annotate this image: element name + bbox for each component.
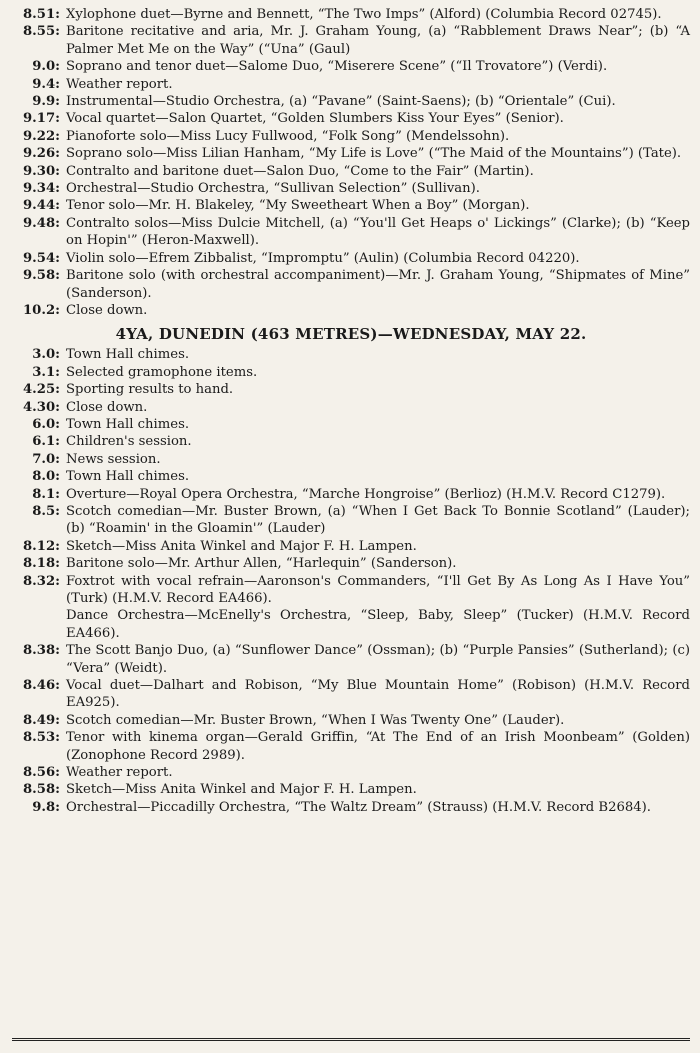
bottom-rule (12, 1038, 690, 1041)
entry-time: 9.44: (23, 198, 60, 214)
entry-time: 9.48: (23, 215, 60, 231)
entry-text: Sporting results to hand. (66, 382, 234, 398)
entry-time: 8.18: (23, 556, 60, 572)
entry-text: Dance Orchestra—McEnelly's Orchestra, “Sleep, Baby, Sleep” (Tucker) (H.M.V. Record EA466). (66, 608, 690, 641)
entry-text: Baritone solo—Mr. Arthur Allen, “Harlequin” (Sanderson). (66, 556, 457, 572)
entry-time: 8.58: (23, 782, 60, 798)
entry-time: 9.17: (23, 111, 60, 127)
entry-time: 8.32: (23, 573, 60, 589)
programme-entry (12, 677, 690, 712)
entry-time: 4.25: (23, 382, 60, 398)
entry-time: 8.5: (32, 503, 60, 519)
programme-entry (12, 781, 690, 798)
programme-entry (12, 145, 690, 162)
entry-text: Town Hall chimes. (66, 416, 190, 432)
entry-text: Vocal quartet—Salon Quartet, “Golden Slumbers Kiss Your Eyes” (Senior). (66, 111, 564, 127)
programme-entry (12, 729, 690, 764)
programme-entry (12, 486, 690, 503)
programme-entry (12, 764, 690, 781)
programme-entry (12, 23, 690, 58)
entry-text: Town Hall chimes. (66, 469, 190, 485)
programme-entry (12, 180, 690, 197)
entry-time: 9.58: (23, 268, 60, 284)
entry-text: Baritone recitative and aria, Mr. J. Graham Young, (a) “Rabblement Draws Near”; (b) “A Palmer Met Me on the Way” (“Una” (Gaul) (66, 24, 690, 57)
entry-time: 8.55: (23, 24, 60, 40)
programme-entry (12, 346, 690, 363)
entry-time: 6.0: (32, 416, 60, 432)
entry-time: 9.9: (32, 94, 60, 110)
entry-time: 3.0: (32, 347, 60, 363)
programme-entry (12, 555, 690, 572)
programme-entry (12, 381, 690, 398)
programme-entry (12, 451, 690, 468)
programme-entry (12, 250, 690, 267)
entry-time: 6.1: (32, 434, 60, 450)
programme-entry (12, 538, 690, 555)
entry-time: 8.46: (23, 678, 60, 694)
entry-time: 9.54: (23, 250, 60, 266)
programme-entry (12, 712, 690, 729)
entry-time: 8.38: (23, 643, 60, 659)
entry-time: 9.26: (23, 146, 60, 162)
programme-entry (12, 642, 690, 677)
entry-text: Soprano and tenor duet—Salome Duo, “Miserere Scene” (“Il Trovatore”) (Verdi). (66, 59, 608, 75)
programme-entry (12, 799, 690, 816)
entry-text: The Scott Banjo Duo, (a) “Sunflower Dance” (Ossman); (b) “Purple Pansies” (Sutherland); (c) “Vera” (Weidt). (66, 643, 690, 676)
entry-text: Violin solo—Efrem Zibbalist, “Impromptu” (Aulin) (Columbia Record 04220). (66, 250, 580, 266)
programme-list-first (12, 6, 690, 319)
entry-time: 8.1: (32, 486, 60, 502)
entry-text: Weather report. (66, 76, 173, 92)
entry-time: 4.30: (23, 399, 60, 415)
entry-time: 8.49: (23, 712, 60, 728)
entry-text: Weather report. (66, 765, 173, 781)
programme-list-dunedin (12, 346, 690, 816)
entry-text: Baritone solo (with orchestral accompaniment)—Mr. J. Graham Young, “Shipmates of Mine” (Sanderson). (66, 268, 690, 301)
entry-time: 9.0: (32, 59, 60, 75)
programme-entry (12, 58, 690, 75)
programme-entry (12, 399, 690, 416)
entry-text: Scotch comedian—Mr. Buster Brown, (a) “When I Get Back To Bonnie Scotland” (Lauder); (b) “Roamin' in the Gloamin'” (Lauder) (66, 503, 690, 537)
programme-entry (12, 197, 690, 214)
programme-entry (12, 76, 690, 93)
entry-text: Contralto and baritone duet—Salon Duo, “Come to the Fair” (Martin). (66, 163, 534, 179)
entry-text: Pianoforte solo—Miss Lucy Fullwood, “Folk Song” (Mendelssohn). (66, 128, 510, 144)
entry-text: Close down. (66, 302, 148, 318)
entry-time: 7.0: (32, 451, 60, 467)
entry-text: Sketch—Miss Anita Winkel and Major F. H. Lampen. (66, 782, 417, 798)
entry-text: Soprano solo—Miss Lilian Hanham, “My Life is Love” (“The Maid of the Mountains”) (Tate). (66, 146, 682, 162)
programme-entry (12, 267, 690, 302)
entry-time: 9.34: (23, 181, 60, 197)
programme-entry (12, 163, 690, 180)
programme-entry (12, 607, 690, 642)
entry-text: Scotch comedian—Mr. Buster Brown, “When I Was Twenty One” (Lauder). (66, 712, 565, 728)
entry-text: Tenor with kinema organ—Gerald Griffin, “At The End of an Irish Moonbeam” (Golden) (Zonophone Record 2989). (66, 730, 690, 763)
entry-text: Town Hall chimes. (66, 347, 190, 363)
programme-entry (12, 215, 690, 250)
entry-text: Overture—Royal Opera Orchestra, “Marche Hongroise” (Berlioz) (H.M.V. Record C1279). (66, 486, 666, 502)
entry-text: Vocal duet—Dalhart and Robison, “My Blue Mountain Home” (Robison) (H.M.V. Record EA925). (66, 678, 690, 711)
entry-time: 9.30: (23, 163, 60, 179)
programme-entry (12, 416, 690, 433)
entry-time: 8.12: (23, 538, 60, 554)
entry-text: News session. (66, 451, 161, 467)
programme-entry (12, 110, 690, 127)
entry-time: 8.51: (23, 7, 60, 22)
programme-entry (12, 302, 690, 319)
programme-entry (12, 468, 690, 485)
entry-time: 9.22: (23, 128, 60, 144)
entry-time: 10.2: (23, 302, 60, 318)
programme-entry (12, 433, 690, 450)
entry-text: Selected gramophone items. (66, 364, 258, 380)
entry-time: 8.53: (23, 730, 60, 746)
entry-time: 9.8: (32, 799, 60, 815)
programme-entry (12, 503, 690, 538)
entry-text: Orchestral—Piccadilly Orchestra, “The Waltz Dream” (Strauss) (H.M.V. Record B2684). (66, 799, 651, 815)
entry-time: 9.4: (32, 76, 60, 92)
programme-entry (12, 364, 690, 381)
programme-entry (12, 128, 690, 145)
programme-entry (12, 6, 690, 23)
entry-text: Instrumental—Studio Orchestra, (a) “Pavane” (Saint-Saens); (b) “Orientale” (Cui). (66, 94, 616, 110)
entry-text: Sketch—Miss Anita Winkel and Major F. H. Lampen. (66, 538, 417, 554)
programme-entry (12, 93, 690, 110)
station-heading: 4YA, DUNEDIN (463 METRES)—WEDNESDAY, MAY 22. (115, 325, 587, 344)
entry-text: Xylophone duet—Byrne and Bennett, “The Two Imps” (Alford) (Columbia Record 02745). (66, 7, 662, 22)
programme-entry (12, 573, 690, 608)
entry-text: Foxtrot with vocal refrain—Aaronson's Commanders, “I'll Get By As Long As I Have You” (Turk) (H.M.V. Record EA466). (66, 573, 690, 606)
entry-time: 3.1: (32, 364, 60, 380)
entry-text: Children's session. (66, 434, 192, 450)
entry-time: 8.56: (23, 765, 60, 781)
entry-text: Tenor solo—Mr. H. Blakeley, “My Sweetheart When a Boy” (Morgan). (66, 198, 530, 214)
entry-text: Orchestral—Studio Orchestra, “Sullivan Selection” (Sullivan). (66, 181, 480, 197)
entry-text: Contralto solos—Miss Dulcie Mitchell, (a) “You'll Get Heaps o' Lickings” (Clarke); (b) “Keep on Hopin'” (Heron-Maxwell). (66, 215, 690, 249)
entry-time: 8.0: (32, 469, 60, 485)
entry-text: Close down. (66, 399, 148, 415)
